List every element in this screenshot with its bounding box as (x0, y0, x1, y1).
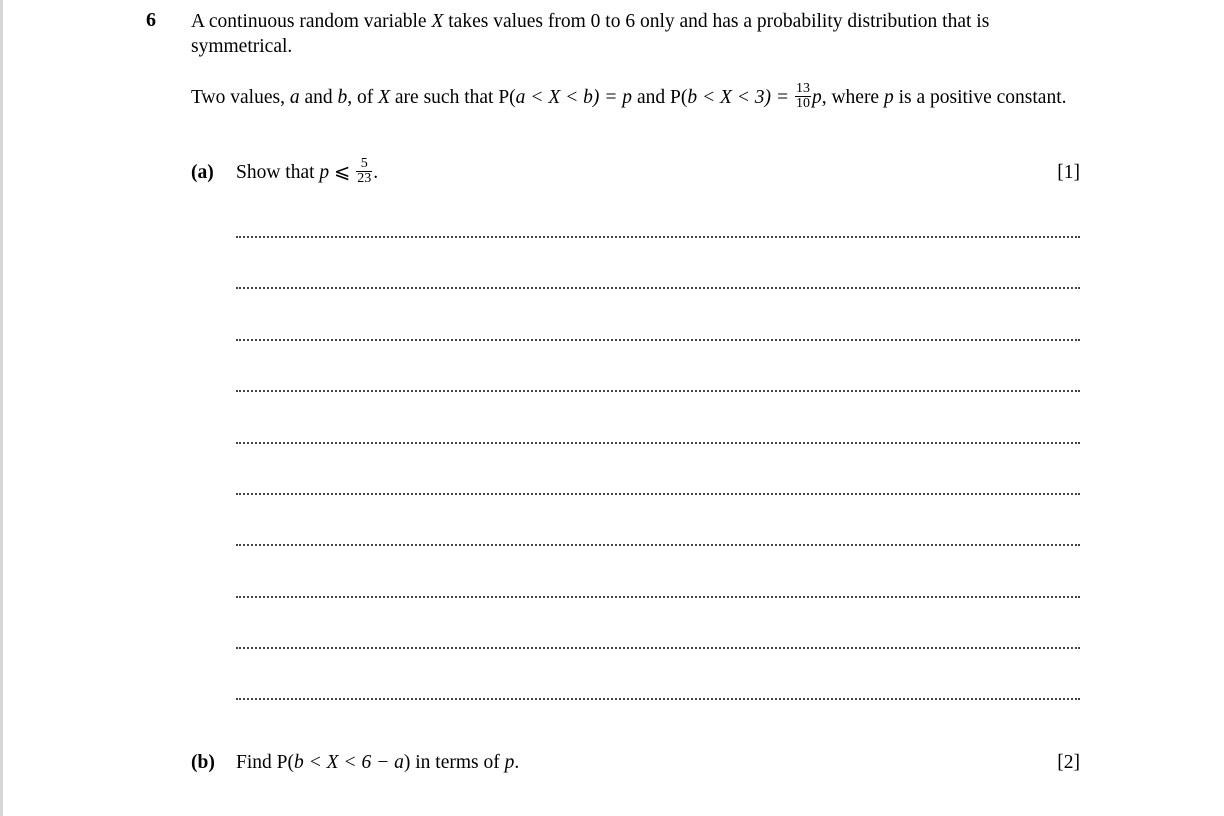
answer-line[interactable] (236, 287, 1080, 289)
stem-text-4: are such that P( (394, 87, 516, 108)
answer-line[interactable] (236, 493, 1080, 495)
fraction-13-10 (795, 83, 811, 110)
stem-text-2: and (304, 87, 333, 108)
answer-line[interactable] (236, 544, 1080, 546)
part-a-relation: ⩽ (334, 162, 351, 183)
variable-x: X (431, 11, 444, 32)
variable-a-2: a (515, 87, 526, 108)
question-stem (191, 81, 1080, 112)
stem-text-7: is a positive constant. (898, 87, 1067, 108)
answer-line[interactable] (236, 390, 1080, 392)
variable-b: b (337, 87, 348, 108)
stem-text-6: , where (821, 87, 880, 108)
fraction-numerator: 5 (356, 158, 372, 172)
question-number: 6 (146, 9, 156, 31)
part-a-marks: [1] (1057, 162, 1080, 183)
answer-line[interactable] (236, 339, 1080, 341)
part-a-variable-p: p (319, 162, 330, 183)
page-left-border (0, 0, 3, 816)
intro-text-2: takes values from 0 to 6 only and has a probability distribution that is symmetrical. (191, 11, 990, 57)
fraction-denominator: 23 (357, 171, 372, 187)
stem-text-1: Two values, (191, 87, 285, 108)
variable-b-2: b (687, 87, 698, 108)
fraction-denominator: 10 (795, 96, 810, 112)
question-intro (191, 9, 1080, 59)
part-a-suffix: . (373, 162, 379, 183)
part-b-prefix: Find P( (236, 752, 294, 773)
intro-text-1: A continuous random variable (191, 11, 427, 32)
answer-line[interactable] (236, 647, 1080, 649)
stem-text-3: , of (347, 87, 374, 108)
part-b-label: (b) (191, 752, 215, 773)
answer-line[interactable] (236, 698, 1080, 700)
variable-p: p (811, 87, 822, 108)
variable-x-2: X (378, 87, 391, 108)
part-b-suffix: ) in terms of (403, 752, 500, 773)
variable-p-2: p (883, 87, 894, 108)
condition-1: < X < b) = p (530, 87, 633, 108)
fraction-5-23 (356, 158, 372, 185)
part-a-prefix: Show that (236, 162, 315, 183)
part-b-expression: b < X < 6 − a (293, 752, 404, 773)
answer-line[interactable] (236, 596, 1080, 598)
stem-text-5: and P( (636, 87, 688, 108)
fraction-numerator: 13 (795, 81, 810, 97)
answer-line[interactable] (236, 442, 1080, 444)
condition-2: < X < 3) = (701, 87, 790, 108)
part-b-end: . (514, 752, 520, 773)
part-a-label: (a) (191, 162, 214, 183)
variable-a: a (289, 87, 300, 108)
part-b-variable-p: p (504, 752, 515, 773)
answer-line[interactable] (236, 236, 1080, 238)
part-b-marks: [2] (1057, 752, 1080, 773)
part-a-text (236, 156, 379, 187)
part-b-text (236, 750, 519, 775)
